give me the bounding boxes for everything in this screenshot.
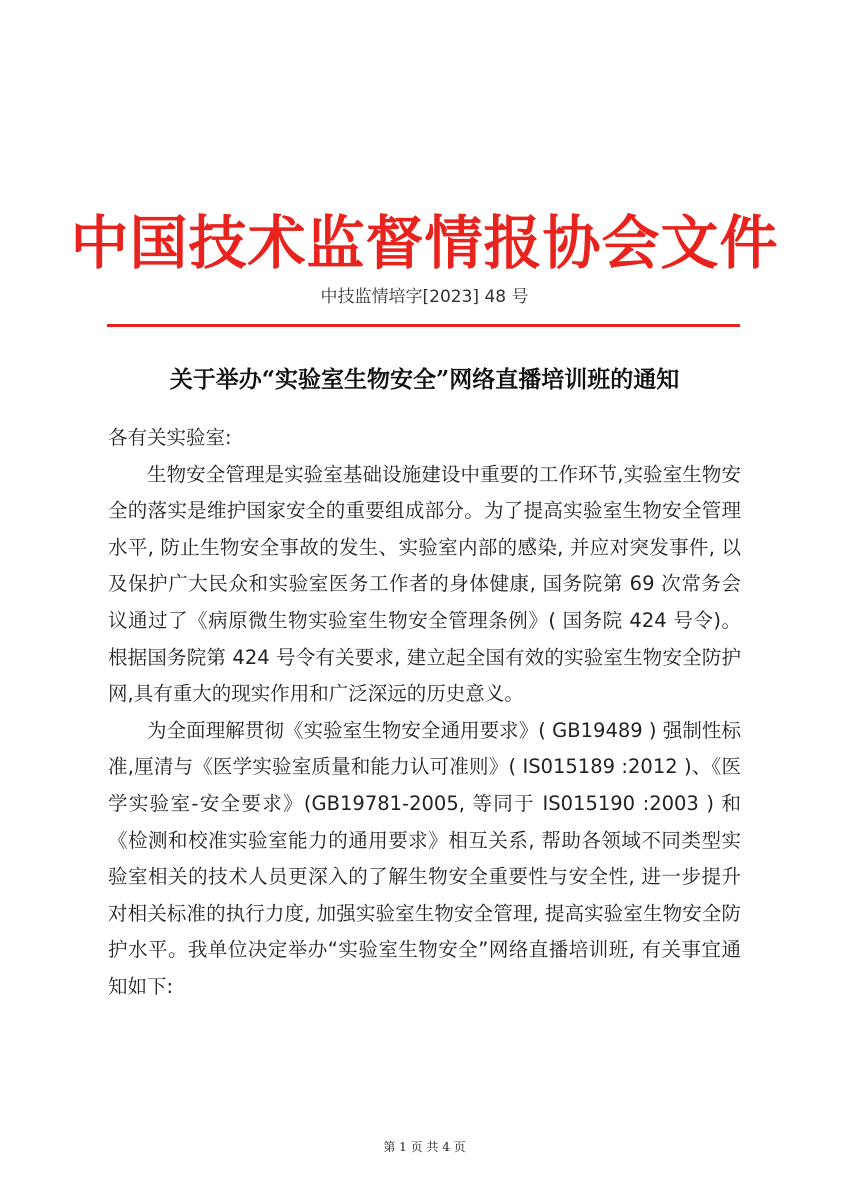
page-footer: 第 1 页 共 4 页 xyxy=(383,1140,466,1154)
document-body xyxy=(108,420,741,1006)
body-paragraph-1: 生物安全管理是实验室基础设施建设中重要的工作环节,实验室生物安全的落实是维护国家安全的重要组成部分。为了提高实验室生物安全管理水平, 防止生物安全事故的发生、实验室内部的感染, 并应对突发事件, 以及保护广大民众和实验室医务工作者的身体健康, 国务院第 69 次常务会议通过了《病原微生物实验室生物安全管理条例》( 国务院 424 号令)。根据国务院第 424 号令有关要求, 建立起全国有效的实验室生物安全防护网,具有重大的现实作用和广泛深远的历史意义。 xyxy=(108,462,741,706)
notice-title: 关于举办“实验室生物安全”网络直播培训班的通知 xyxy=(169,366,680,393)
organization-title: 中国技术监督情报协会文件 xyxy=(70,209,779,277)
body-paragraph-2: 为全面理解贯彻《实验室生物安全通用要求》( GB19489 ) 强制性标准,厘清与《医学实验室质量和能力认可准则》( IS015189 :2012 )、《医学实验室-安全要求》(GB19781-2005, 等同于 IS015190 :2003 ) 和《检测和校准实验室能力的通用要求》相互关系, 帮助各领域不同类型实验室相关的技术人员更深入的了解生物安全重要性与安全性, 进一步提升对相关标准的执行力度, 加强实验室生物安全管理, 提高实验室生物安全防护水平。我单位决定举办“实验室生物安全”网络直播培训班, 有关事宜通知如下: xyxy=(108,718,741,998)
salutation: 各有关实验室: xyxy=(108,426,232,449)
header-divider xyxy=(107,324,740,327)
document-number: 中技监情培字[2023] 48 号 xyxy=(320,287,529,307)
